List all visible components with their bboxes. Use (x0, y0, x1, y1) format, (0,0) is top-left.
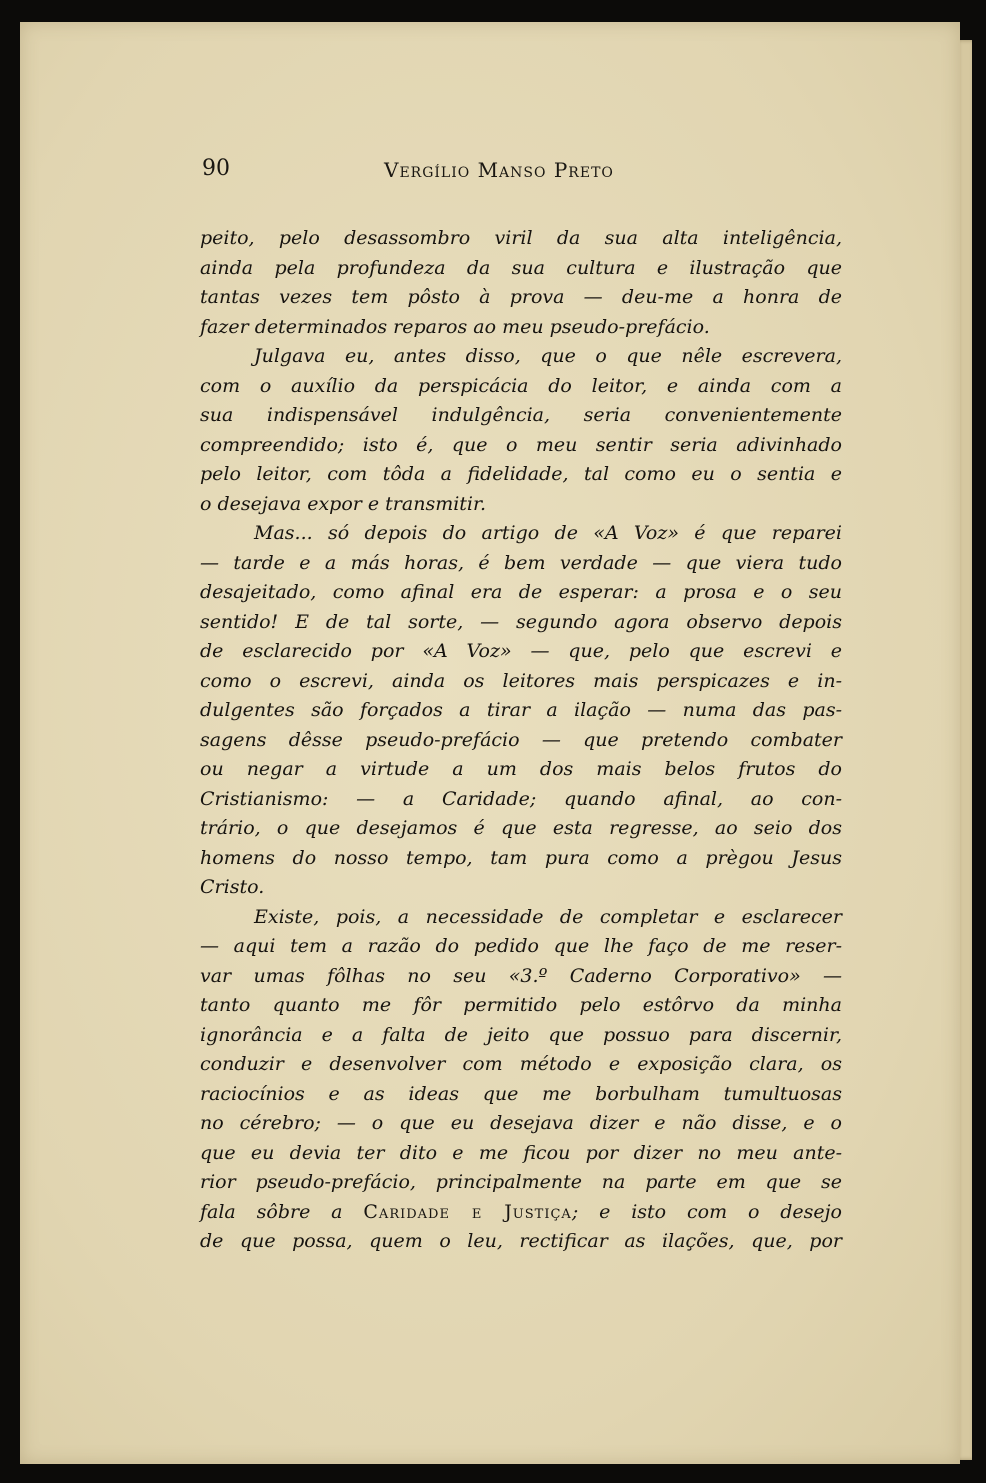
text-line: tantas vezes tem pôsto à prova — deu-me a honra de (200, 286, 842, 308)
text-line: dulgentes são forçados a tirar a ilação — numa das pas- (200, 699, 842, 721)
text-line: desajeitado, como afinal era de esperar: a prosa e o seu (200, 581, 842, 603)
text-line: de que possa, quem o leu, rectificar as ilações, que, por (200, 1230, 842, 1252)
text-line (200, 1198, 842, 1228)
text-fragment: fala sôbre a (200, 1200, 343, 1223)
text-line: o desejava expor e transmitir. (200, 492, 487, 515)
page-header (198, 156, 838, 188)
text-line: fazer determinados reparos ao meu pseudo-prefácio. (200, 315, 710, 338)
text-line: var umas fôlhas no seu «3.º Caderno Corporativo» — (200, 964, 842, 987)
body-text (200, 224, 842, 1257)
text-line: como o escrevi, ainda os leitores mais perspicazes e in- (200, 669, 842, 692)
text-line: tanto quanto me fôr permitido pelo estôrvo da minha (200, 994, 842, 1016)
text-line: ainda pela profundeza da sua cultura e ilustração que (200, 256, 842, 279)
text-line: Cristianismo: — a Caridade; quando afinal, ao con- (200, 787, 842, 810)
text-line: sentido! E de tal sorte, — segundo agora observo depois (200, 610, 842, 633)
text-line: compreendido; isto é, que o meu sentir seria adivinhado (200, 433, 842, 456)
text-line: sagens dêsse pseudo-prefácio — que pretendo combater (200, 728, 842, 751)
text-line: peito, pelo desassombro viril da sua alta inteligência, (200, 227, 842, 249)
text-line: de esclarecido por «A Voz» — que, pelo que escrevi e (200, 640, 842, 662)
text-line: Existe, pois, a necessidade de completar e esclarecer (254, 905, 842, 928)
text-line: rior pseudo-prefácio, principalmente na parte em que se (200, 1171, 842, 1193)
text-line: Cristo. (200, 876, 265, 898)
running-title: Vergílio Manso Preto (384, 158, 614, 182)
small-caps-heading-reference: Caridade e Justiça (363, 1200, 572, 1223)
text-line: pelo leitor, com tôda a fidelidade, tal como eu o sentia e (200, 463, 842, 485)
text-line: no cérebro; — o que eu desejava dizer e não disse, e o (200, 1112, 842, 1134)
text-line: com o auxílio da perspicácia do leitor, e ainda com a (200, 374, 842, 397)
text-line: — aqui tem a razão do pedido que lhe faço de me reser- (200, 935, 842, 957)
text-line: ou negar a virtude a um dos mais belos frutos do (200, 758, 842, 780)
text-line: homens do nosso tempo, tam pura como a prègou Jesus (200, 846, 842, 869)
text-line: ignorância e a falta de jeito que possuo para discernir, (200, 1023, 842, 1046)
text-line: raciocínios e as ideas que me borbulham tumultuosas (200, 1082, 842, 1105)
text-line: trário, o que desejamos é que esta regresse, ao seio dos (200, 817, 842, 839)
text-fragment: ; e isto com o desejo (571, 1200, 842, 1223)
text-line: sua indispensável indulgência, seria convenientemente (200, 404, 842, 426)
text-line: Julgava eu, antes disso, que o que nêle escrevera, (254, 345, 842, 367)
text-line: Mas... só depois do artigo de «A Voz» é que reparei (254, 522, 842, 544)
page-number: 90 (202, 156, 230, 181)
text-line: conduzir e desenvolver com método e exposição clara, os (200, 1053, 842, 1075)
text-line: que eu devia ter dito e me ficou por dizer no meu ante- (200, 1141, 842, 1164)
text-line: — tarde e a más horas, é bem verdade — que viera tudo (200, 551, 842, 574)
